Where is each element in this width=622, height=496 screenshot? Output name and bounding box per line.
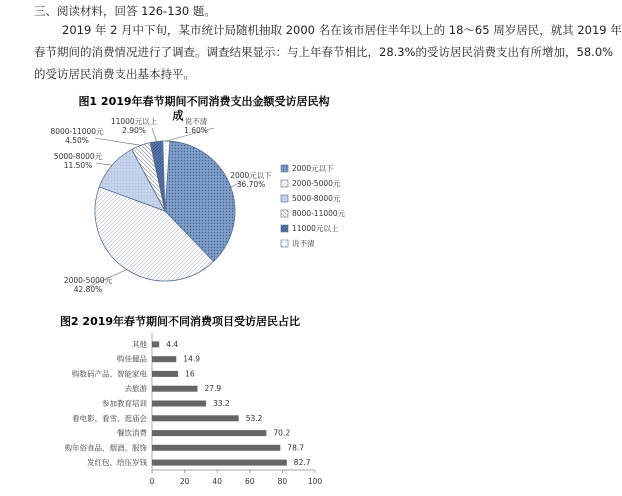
bar-value-label-1: 4.4: [166, 339, 179, 349]
bar-5: [152, 401, 206, 407]
pie-label-percent-5: 2.90%: [122, 126, 146, 135]
x-tick-label-3: 40: [212, 477, 222, 486]
x-tick-label-1: 0: [149, 477, 155, 486]
bar-value-label-4: 27.9: [204, 384, 222, 394]
bar-value-label-2: 14.9: [183, 354, 201, 364]
pie-leader-line-3: [96, 163, 112, 165]
x-tick-label-2: 20: [179, 477, 190, 486]
heading: 三、阅读材料，回答 126-130 题。: [34, 4, 216, 18]
legend-label-1: 2000元以下: [292, 164, 334, 173]
bar-category-label-7: 餐饮消费: [117, 428, 147, 438]
legend-swatch-6: [281, 240, 288, 247]
pie-label-category-1: 2000元以下: [230, 171, 272, 180]
pie-title-line-2: 成: [172, 109, 184, 122]
bar-value-label-5: 33.2: [213, 399, 230, 408]
legend-label-4: 8000-11000元: [292, 209, 346, 218]
pie-label-category-4: 8000-11000元: [50, 127, 104, 136]
bar-value-label-3: 16: [185, 369, 195, 379]
legend-swatch-3: [281, 195, 288, 202]
bar-category-label-6: 看电影、看雪、逛庙会: [72, 413, 147, 423]
bar-category-label-9: 发红包、给压岁钱: [87, 458, 147, 468]
pie-label-percent-1: 36.70%: [236, 180, 266, 189]
bar-4: [152, 386, 198, 392]
pie-title-line-1: 图1 2019年春节期间不同消费支出金额受访居民构: [78, 95, 330, 108]
bar-value-label-9: 82.7: [293, 458, 311, 468]
pie-legend: [281, 164, 346, 248]
bar-value-label-6: 53.2: [245, 413, 263, 423]
legend-swatch-1: [281, 165, 288, 172]
bar-category-label-5: 参加教育培训: [102, 399, 147, 408]
paragraph-line-2: 春节期间的消费情况进行了调查。调查结果显示：与上年春节相比，28.3%的受访居民消费支出有所增加，58.0%: [34, 45, 614, 59]
pie-label-category-2: 2000-5000元: [63, 276, 113, 285]
bar-category-label-2: 购佳健品: [117, 354, 147, 364]
pie-label-category-6: 说不清: [184, 117, 208, 126]
bar-2: [152, 356, 176, 362]
bar-9: [152, 460, 287, 466]
legend-swatch-5: [281, 225, 288, 232]
bar-category-label-1: 其他: [132, 339, 147, 349]
bar-7: [152, 430, 266, 436]
bar-chart-title: 图2 2019年春节期间不同消费项目受访居民占比: [59, 315, 301, 328]
pie-slices: [95, 141, 235, 281]
pie-label-percent-3: 11.50%: [63, 161, 93, 170]
x-tick-label-6: 100: [307, 477, 323, 486]
bar-3: [152, 371, 178, 377]
pie-label-percent-6: 1.60%: [184, 126, 208, 135]
x-tick-label-5: 80: [277, 477, 288, 486]
pie-label-percent-2: 42.80%: [73, 285, 103, 294]
bar-value-label-7: 70.2: [273, 428, 291, 438]
bar-value-label-8: 78.7: [287, 443, 305, 453]
legend-swatch-4: [281, 210, 288, 217]
bar-6: [152, 415, 239, 421]
legend-label-5: 11000元以上: [292, 224, 339, 233]
pie-label-percent-4: 4.50%: [65, 136, 89, 145]
pie-label-category-5: 11000元以上: [110, 117, 158, 126]
pie-label-category-3: 5000-8000元: [53, 152, 103, 161]
x-tick-label-4: 60: [245, 477, 255, 486]
bar-category-label-8: 购年俗食品、烟酒、服饰: [64, 443, 147, 453]
legend-label-6: 说不清: [292, 239, 315, 248]
pie-leader-line-4: [95, 138, 141, 145]
bar-category-label-4: 去旅游: [124, 384, 147, 394]
bar-1: [152, 341, 159, 347]
bar-category-label-3: 购数码产品、智能家电: [72, 369, 147, 379]
legend-label-3: 5000-8000元: [292, 194, 341, 203]
paragraph-line-3: 的受访居民消费支出基本持平。: [34, 67, 195, 81]
legend-swatch-2: [281, 180, 288, 187]
legend-label-2: 2000-5000元: [292, 179, 341, 188]
pie-leader-line-5: [152, 128, 157, 142]
bar-chart: [65, 333, 323, 486]
bar-8: [152, 445, 280, 451]
paragraph-line-1: 2019 年 2 月中下旬，某市统计局随机抽取 2000 名在该市居住半年以上的 18～65 周岁居民，就其 2019 年: [62, 23, 622, 37]
